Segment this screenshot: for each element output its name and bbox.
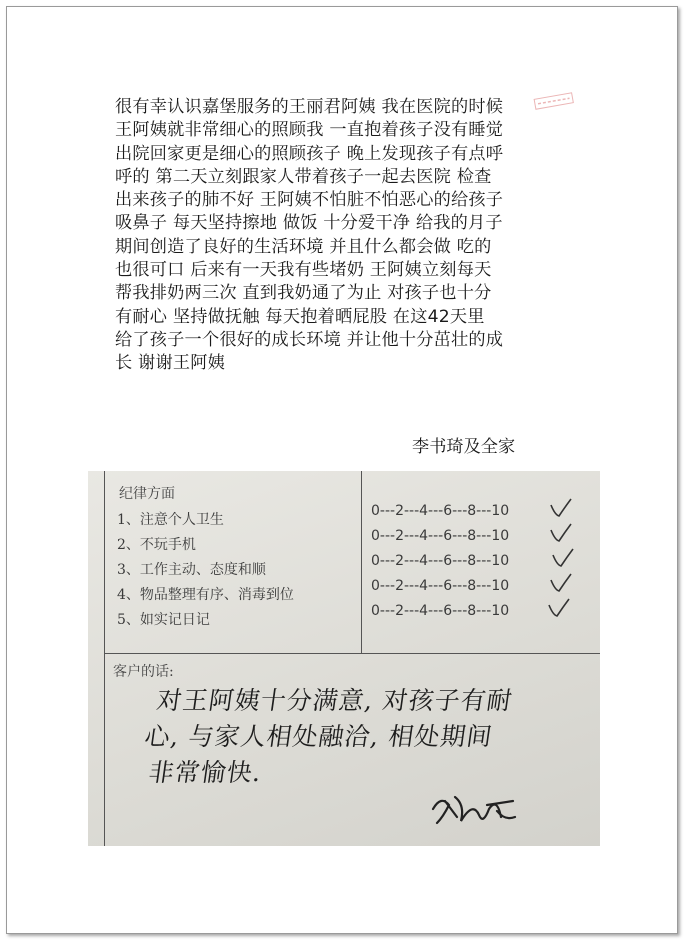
letter-line: 很有幸认识嘉堡服务的王丽君阿姨 我在医院的时候: [115, 97, 504, 117]
check-mark-icon: [549, 497, 573, 519]
letter-line: 长 谢谢王阿姨: [115, 353, 225, 374]
letter-signature: 李书琦及全家: [412, 437, 516, 457]
customer-signature: [427, 787, 519, 835]
score-scale: 0---2---4---6---8---10: [371, 603, 510, 619]
letter-line: 出院回家更是细心的照顾孩子 晚上发现孩子有点呼: [115, 143, 504, 164]
letter-line: 出来孩子的肺不好 王阿姨不怕脏不怕恶心的给孩子: [115, 190, 504, 211]
discipline-title: 纪律方面: [119, 486, 175, 502]
letter-line: 也很可口 后来有一天我有些堵奶 王阿姨立刻每天: [115, 260, 492, 281]
comment-title: 客户的话:: [113, 664, 174, 680]
comment-line: 非常愉快.: [146, 758, 264, 787]
discipline-section: [104, 471, 362, 654]
check-mark-icon: [549, 522, 573, 544]
check-mark-icon: [549, 572, 573, 594]
discipline-item: 2、不玩手机: [117, 537, 196, 553]
letter-line: 帮我排奶两三次 直到我奶通了为止 对孩子也十分: [115, 283, 492, 304]
discipline-item: 5、如实记日记: [117, 612, 210, 628]
check-mark-icon: [547, 597, 571, 619]
discipline-item: 3、工作主动、态度和顺: [117, 562, 266, 578]
evaluation-form-photo: [88, 471, 600, 846]
score-scale: 0---2---4---6---8---10: [371, 578, 510, 594]
testimonial-letter: [115, 96, 595, 376]
score-scale: 0---2---4---6---8---10: [371, 503, 510, 519]
score-scale: 0---2---4---6---8---10: [371, 528, 510, 544]
score-section: [361, 471, 600, 654]
letter-line: 吸鼻子 每天坚持擦地 做饭 十分爱干净 给我的月子: [115, 213, 503, 234]
check-mark-icon: [551, 547, 575, 569]
score-scale: 0---2---4---6---8---10: [371, 553, 510, 569]
letter-line: 呼的 第二天立刻跟家人带着孩子一起去医院 检查: [115, 166, 492, 187]
letter-line: 给了孩子一个很好的成长环境 并让他十分茁壮的成: [115, 329, 504, 350]
comment-line: 心, 与家人相处融洽, 相处期间: [142, 722, 495, 751]
letter-line: 期间创造了良好的生活环境 并且什么都会做 吃的: [115, 236, 492, 257]
letter-line: 有耐心 坚持做抚触 每天抱着晒屁股 在这42天里: [115, 306, 485, 327]
discipline-item: 4、物品整理有序、消毒到位: [117, 587, 294, 603]
customer-comment-section: [104, 653, 599, 846]
comment-line: 对王阿姨十分满意, 对孩子有耐: [154, 686, 515, 715]
letter-line: 王阿姨就非常细心的照顾我 一直抱着孩子没有睡觉: [115, 120, 504, 141]
discipline-item: 1、注意个人卫生: [117, 512, 224, 528]
